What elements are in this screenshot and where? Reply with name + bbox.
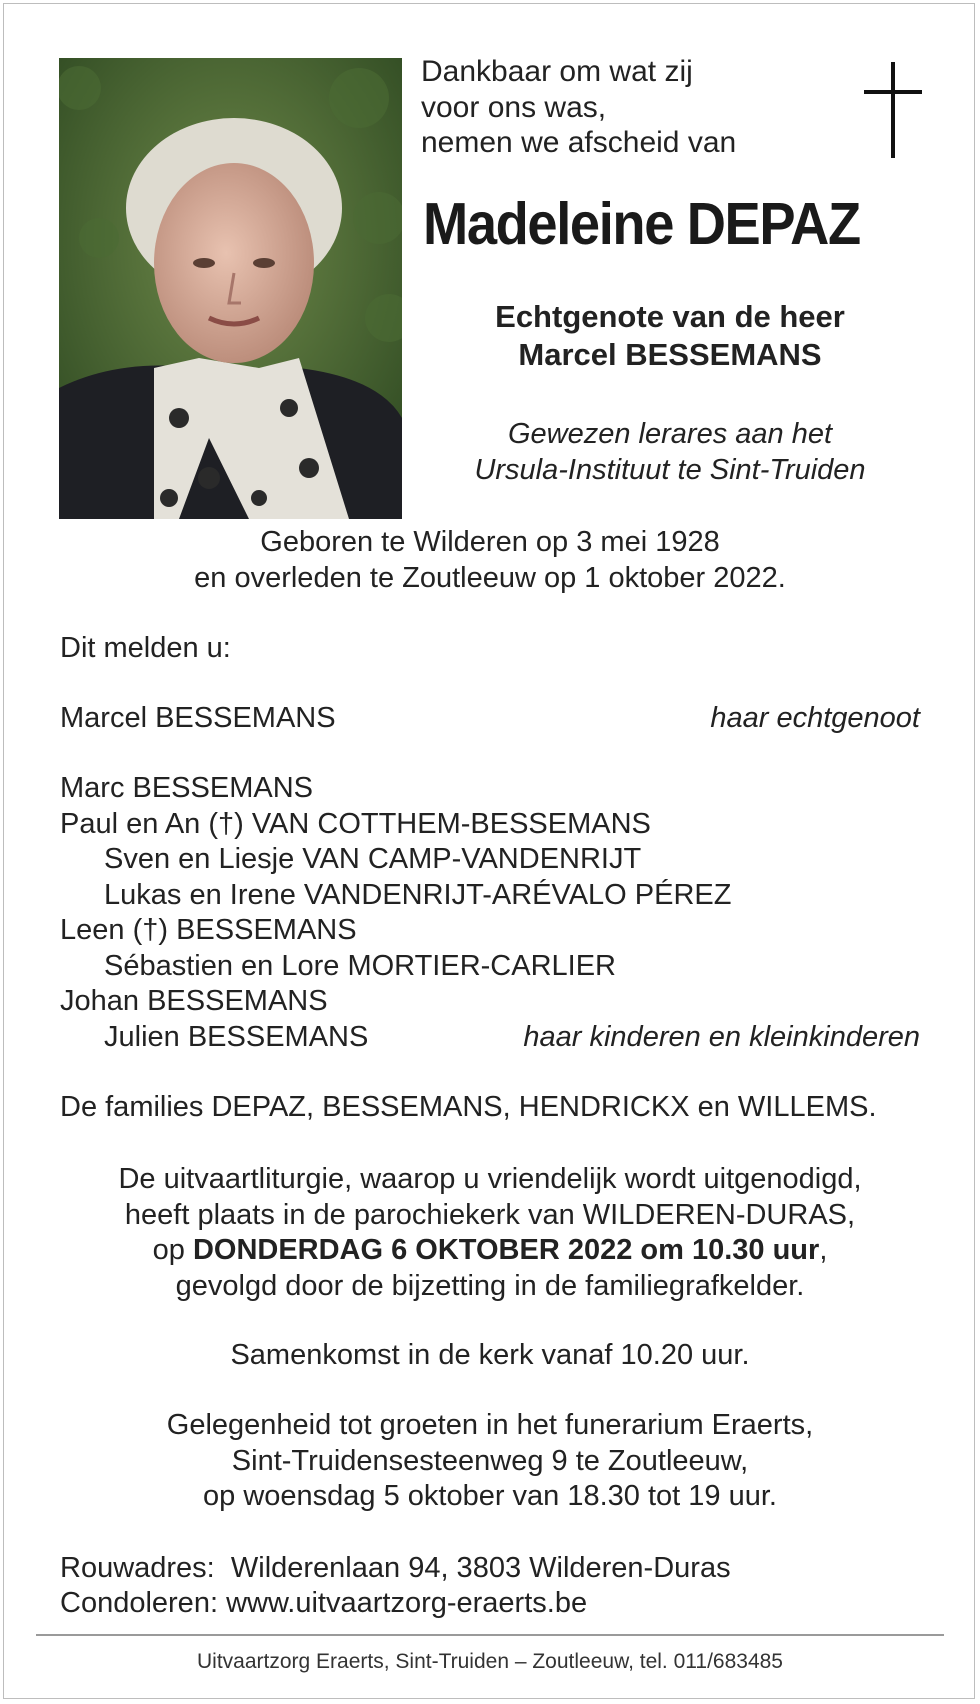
announcement-intro: Dit melden u: — [60, 632, 231, 664]
funeral-line: heeft plaats in de parochiekerk van WILDEREN-DURAS, — [124, 1198, 856, 1231]
cross-icon — [864, 62, 922, 158]
spouse-line: Echtgenote van de heer — [495, 299, 845, 334]
address-line — [60, 1550, 731, 1586]
family-member: Sébastien en Lore MORTIER-CARLIER — [104, 949, 617, 982]
visitation-line: Gelegenheid tot groeten in het funerarium Eraerts, — [166, 1409, 814, 1441]
birth-line: Geboren te Wilderen op 3 mei 1928 — [260, 526, 720, 558]
family-member: Sven en Liesje VAN CAMP-VANDENRIJT — [104, 843, 642, 875]
portrait-photo — [59, 58, 402, 519]
funeral-line: De uitvaartliturgie, waarop u vriendelijk wordt uitgenodigd, — [118, 1163, 862, 1195]
address-value: Wilderenlaan 94, 3803 Wilderen-Duras — [230, 1552, 731, 1584]
spouse-name: Marcel BESSEMANS — [60, 702, 336, 734]
deceased-name: Madeleine DEPAZ — [423, 191, 860, 257]
death-line: en overleden te Zoutleeuw op 1 oktober 2022. — [194, 562, 786, 594]
family-member: Paul en An (†) VAN COTTHEM-BESSEMANS — [60, 807, 651, 840]
intro-text — [421, 54, 736, 161]
funeral-suffix: , — [819, 1234, 828, 1266]
intro-line: nemen we afscheid van — [421, 126, 737, 159]
occupation-line: Ursula-Instituut te Sint-Truiden — [474, 454, 866, 486]
visitation-info — [60, 1408, 920, 1515]
address-label: Rouwadres: — [60, 1552, 215, 1584]
condolence-label: Condoleren: — [60, 1587, 218, 1619]
occupation-info — [420, 416, 920, 488]
condolence-link[interactable]: www.uitvaartzorg-eraerts.be — [226, 1587, 588, 1619]
gathering-info: Samenkomst in de kerk vanaf 10.20 uur. — [230, 1339, 750, 1371]
family-member: Julien BESSEMANS — [104, 1020, 369, 1053]
visitation-line: op woensdag 5 oktober van 18.30 tot 19 uur. — [203, 1480, 777, 1512]
family-member: Marc BESSEMANS — [60, 772, 313, 804]
spouse-line: Marcel BESSEMANS — [518, 337, 822, 372]
funeral-date-time: DONDERDAG 6 OKTOBER 2022 om 10.30 uur — [192, 1234, 820, 1266]
life-dates — [60, 524, 920, 596]
footer-text: Uitvaartzorg Eraerts, Sint-Truiden – Zoutleeuw, tel. 011/683485 — [197, 1650, 783, 1673]
funeral-info — [60, 1162, 920, 1304]
spouse-info — [420, 298, 920, 374]
family-member: Johan BESSEMANS — [60, 985, 328, 1017]
footer-divider — [36, 1634, 944, 1636]
families-line: De families DEPAZ, BESSEMANS, HENDRICKX en WILLEMS. — [60, 1091, 877, 1123]
funeral-prefix: op — [152, 1234, 193, 1266]
intro-line: Dankbaar om wat zij — [421, 55, 693, 88]
children-role: haar kinderen en kleinkinderen — [523, 1020, 920, 1053]
visitation-line: Sint-Truidensesteenweg 9 te Zoutleeuw, — [231, 1444, 749, 1477]
intro-line: voor ons was, — [421, 90, 607, 124]
spouse-role: haar echtgenoot — [710, 702, 920, 734]
condolence-line — [60, 1585, 587, 1621]
family-member: Leen (†) BESSEMANS — [60, 914, 357, 946]
occupation-line: Gewezen lerares aan het — [507, 418, 833, 450]
funeral-line: gevolgd door de bijzetting in de familiegrafkelder. — [175, 1269, 805, 1302]
family-member: Lukas en Irene VANDENRIJT-ARÉVALO PÉREZ — [104, 878, 732, 911]
funeral-line — [60, 1233, 920, 1269]
